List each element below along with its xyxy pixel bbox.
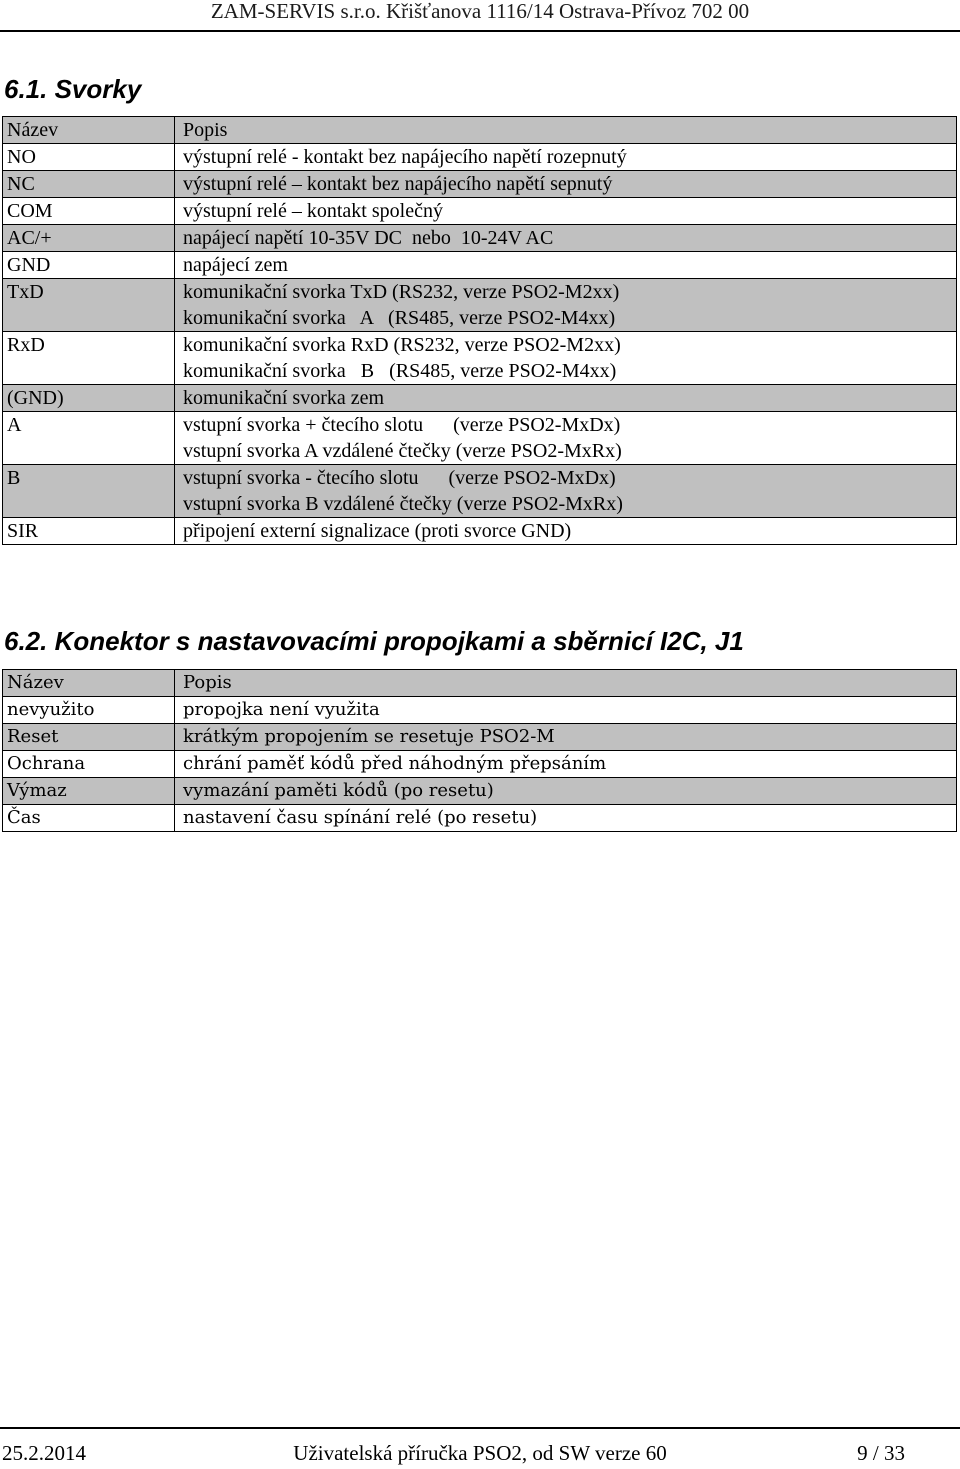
terminal-description bbox=[175, 332, 957, 385]
description-line: výstupní relé – kontakt společný bbox=[183, 200, 443, 222]
table-row bbox=[3, 385, 957, 412]
column-header-name: Název bbox=[3, 670, 175, 697]
description-line: komunikační svorka A (RS485, verze PSO2-M4xx) bbox=[183, 307, 616, 329]
footer-title: Uživatelská příručka PSO2, od SW verze 60 bbox=[293, 1441, 667, 1465]
table-row bbox=[3, 332, 957, 385]
terminal-name: NC bbox=[3, 171, 175, 198]
table-row bbox=[3, 724, 957, 751]
table-header-row bbox=[3, 670, 957, 697]
jumper-description: propojka není využita bbox=[175, 697, 957, 724]
column-header-name: Název bbox=[3, 117, 175, 144]
jumper-description: nastavení času spínání relé (po resetu) bbox=[175, 805, 957, 832]
description-line: výstupní relé – kontakt bez napájecího napětí sepnutý bbox=[183, 173, 613, 195]
table-row bbox=[3, 412, 957, 465]
table-row bbox=[3, 465, 957, 518]
terminal-description bbox=[175, 412, 957, 465]
terminal-description bbox=[175, 279, 957, 332]
company-address: ZAM-SERVIS s.r.o. Křišťanova 1116/14 Ostrava-Přívoz 702 00 bbox=[210, 0, 750, 23]
terminal-name: GND bbox=[3, 252, 175, 279]
description-line: napájecí zem bbox=[183, 254, 288, 276]
jumper-name: Ochrana bbox=[3, 751, 175, 778]
terminal-description bbox=[175, 518, 957, 545]
terminals-table bbox=[2, 116, 957, 545]
table-row bbox=[3, 144, 957, 171]
table-header-row bbox=[3, 117, 957, 144]
terminal-name: RxD bbox=[3, 332, 175, 385]
jumper-description: vymazání paměti kódů (po resetu) bbox=[175, 778, 957, 805]
terminal-name: COM bbox=[3, 198, 175, 225]
jumpers-table bbox=[2, 669, 957, 832]
terminal-description bbox=[175, 198, 957, 225]
description-line: napájecí napětí 10-35V DC nebo 10-24V AC bbox=[183, 227, 554, 249]
table-row bbox=[3, 751, 957, 778]
table-row bbox=[3, 518, 957, 545]
terminal-name: B bbox=[3, 465, 175, 518]
table-row bbox=[3, 171, 957, 198]
terminal-name: SIR bbox=[3, 518, 175, 545]
footer-date: 25.2.2014 bbox=[2, 1441, 86, 1465]
terminal-description bbox=[175, 225, 957, 252]
table-row bbox=[3, 225, 957, 252]
table-row bbox=[3, 252, 957, 279]
terminal-name: NO bbox=[3, 144, 175, 171]
description-line: komunikační svorka zem bbox=[183, 387, 385, 409]
description-line: vstupní svorka - čtecího slotu (verze PSO2-MxDx) bbox=[183, 467, 616, 489]
jumper-name: nevyužito bbox=[3, 697, 175, 724]
jumper-name: Čas bbox=[3, 805, 175, 832]
description-line: komunikační svorka B (RS485, verze PSO2-M4xx) bbox=[183, 360, 617, 382]
jumper-description: chrání paměť kódů před náhodným přepsáním bbox=[175, 751, 957, 778]
terminal-description bbox=[175, 144, 957, 171]
description-line: vstupní svorka B vzdálené čtečky (verze PSO2-MxRx) bbox=[183, 493, 623, 515]
description-line: vstupní svorka + čtecího slotu (verze PSO2-MxDx) bbox=[183, 414, 621, 436]
description-line: komunikační svorka TxD (RS232, verze PSO2-M2xx) bbox=[183, 281, 620, 303]
terminal-description bbox=[175, 385, 957, 412]
description-line: výstupní relé - kontakt bez napájecího napětí rozepnutý bbox=[183, 146, 627, 168]
jumper-name: Reset bbox=[3, 724, 175, 751]
page-footer bbox=[0, 1427, 960, 1469]
page-header bbox=[0, 0, 960, 32]
terminal-description bbox=[175, 252, 957, 279]
description-line: vstupní svorka A vzdálené čtečky (verze PSO2-MxRx) bbox=[183, 440, 622, 462]
terminal-name: (GND) bbox=[3, 385, 175, 412]
table-row bbox=[3, 805, 957, 832]
table-row bbox=[3, 697, 957, 724]
jumper-description: krátkým propojením se resetuje PSO2-M bbox=[175, 724, 957, 751]
table-row bbox=[3, 778, 957, 805]
description-line: komunikační svorka RxD (RS232, verze PSO2-M2xx) bbox=[183, 334, 621, 356]
terminal-name: AC/+ bbox=[3, 225, 175, 252]
column-header-description: Popis bbox=[175, 117, 957, 144]
table-row bbox=[3, 279, 957, 332]
terminal-name: A bbox=[3, 412, 175, 465]
footer-page-number: 9 / 33 bbox=[857, 1441, 905, 1465]
terminal-description bbox=[175, 171, 957, 198]
terminal-name: TxD bbox=[3, 279, 175, 332]
description-line: připojení externí signalizace (proti svorce GND) bbox=[183, 520, 572, 542]
terminal-description bbox=[175, 465, 957, 518]
section-heading-svorky: 6.1. Svorky bbox=[4, 74, 142, 104]
jumper-name: Výmaz bbox=[3, 778, 175, 805]
section-heading-konektor: 6.2. Konektor s nastavovacími propojkami a sběrnicí I2C, J1 bbox=[4, 626, 744, 656]
table-row bbox=[3, 198, 957, 225]
column-header-description: Popis bbox=[175, 670, 957, 697]
